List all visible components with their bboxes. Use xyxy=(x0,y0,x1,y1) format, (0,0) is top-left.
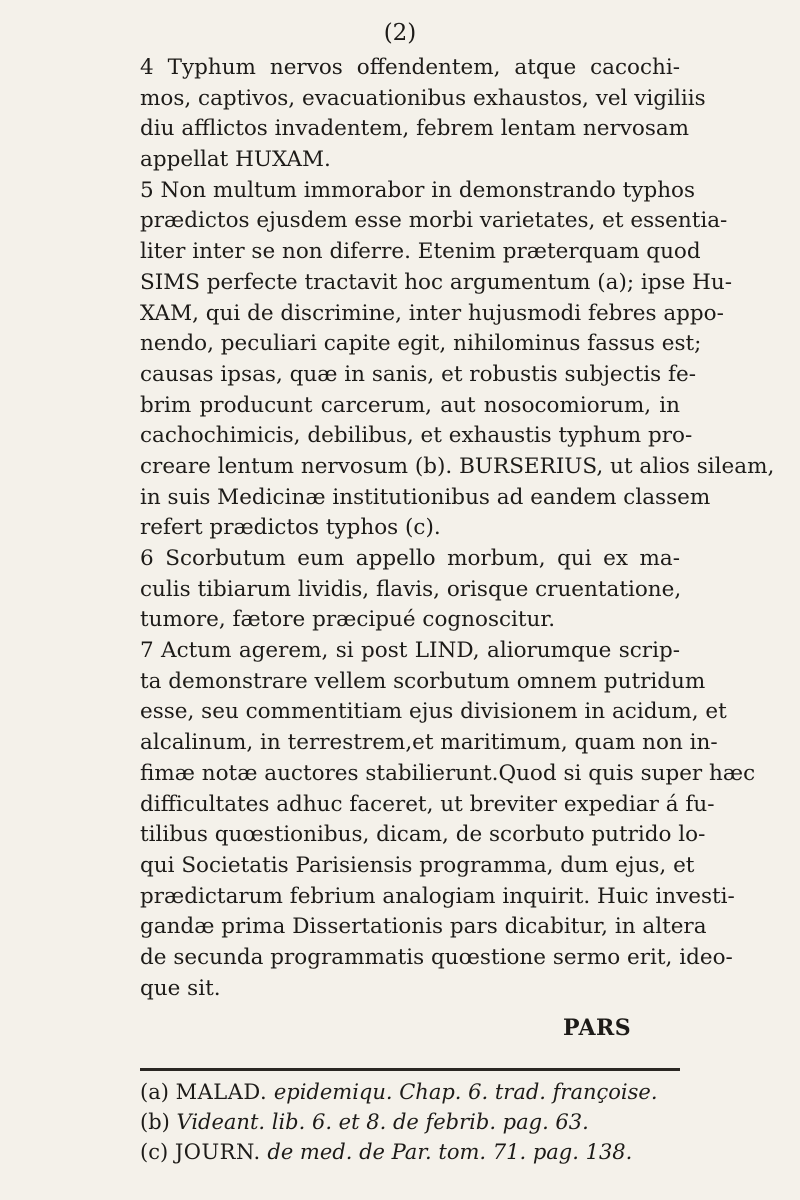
text-line: difficultates adhuc faceret, ut breviter expediar á fu- xyxy=(140,791,715,817)
text-line: in suis Medicinæ institutionibus ad eandem classem xyxy=(140,484,711,510)
text-line: que sit. xyxy=(140,975,221,1001)
catchword: PARS xyxy=(563,1015,632,1041)
text-line: causas ipsas, quæ in sanis, et robustis subjectis fe- xyxy=(140,361,696,387)
text-line: appellat HUXAM. xyxy=(140,147,331,173)
body-text xyxy=(140,53,775,1004)
text-line: 5 Non multum immorabor in demonstrando typhos xyxy=(140,177,696,203)
text-line: ta demonstrare vellem scorbutum omnem putridum xyxy=(140,668,706,694)
text-line: 7 Actum agerem, si post LIND, aliorumque scrip- xyxy=(140,638,680,664)
footnote-mark: (c) xyxy=(140,1140,169,1164)
footnote-text: Videant. lib. 6. et 8. de febrib. pag. 63. xyxy=(176,1110,589,1134)
footnote-b xyxy=(140,1107,700,1137)
text-line: tilibus quœstionibus, dicam, de scorbuto putrido lo- xyxy=(140,822,706,848)
text-line: brim producunt carcerum, aut nosocomiorum, in xyxy=(140,392,680,418)
text-line: SIMS perfecte tractavit hoc argumentum (a); ipse Hu- xyxy=(140,269,733,295)
text-line: fimæ notæ auctores stabilierunt.Quod si quis super hæc xyxy=(140,760,756,786)
text-line: mos, captivos, evacuationibus exhaustos, vel vigiliis xyxy=(140,85,706,111)
footnote-mark: (b) xyxy=(140,1110,170,1134)
footnote-author: JOURN. xyxy=(174,1140,261,1164)
text-line: qui Societatis Parisiensis programma, dum ejus, et xyxy=(140,852,695,878)
text-line: de secunda programmatis quœstione sermo erit, ideo- xyxy=(140,944,733,970)
text-line: creare lentum nervosum (b). BURSERIUS, ut alios sileam, xyxy=(140,453,775,479)
footnote-text: de med. de Par. tom. 71. pag. 138. xyxy=(267,1140,633,1164)
footnote-rule xyxy=(140,1068,680,1071)
text-line: liter inter se non diferre. Etenim præterquam quod xyxy=(140,239,701,265)
footnote-author: MALAD. xyxy=(175,1080,268,1104)
footnotes xyxy=(140,1077,700,1167)
text-line: tumore, fætore præcipué cognoscitur. xyxy=(140,607,556,633)
text-line: prædictarum febrium analogiam inquirit. Huic investi- xyxy=(140,883,735,909)
text-line: refert prædictos typhos (c). xyxy=(140,515,441,541)
text-line: gandæ prima Dissertationis pars dicabitur, in altera xyxy=(140,914,707,940)
text-line: XAM, qui de discrimine, inter hujusmodi febres appo- xyxy=(140,300,724,326)
text-line: 6 Scorbutum eum appello morbum, qui ex ma- xyxy=(140,546,680,571)
text-line: 4 Typhum nervos offendentem, atque cacochi- xyxy=(140,55,680,80)
footnote-a xyxy=(140,1077,700,1107)
text-line: diu afflictos invadentem, febrem lentam nervosam xyxy=(140,116,690,142)
text-line: culis tibiarum lividis, flavis, orisque cruentatione, xyxy=(140,576,682,602)
footnote-c xyxy=(140,1137,700,1167)
text-line: cachochimicis, debilibus, et exhaustis typhum pro- xyxy=(140,423,693,449)
footnote-text: epidemiqu. Chap. 6. trad. françoise. xyxy=(273,1080,658,1104)
page-number: (2) xyxy=(383,20,417,46)
footnote-mark: (a) xyxy=(140,1080,169,1104)
text-line: nendo, peculiari capite egit, nihilominus fassus est; xyxy=(140,331,702,357)
text-line: prædictos ejusdem esse morbi varietates, et essentia- xyxy=(140,208,728,234)
text-line: esse, seu commentitiam ejus divisionem in acidum, et xyxy=(140,699,727,725)
text-line: alcalinum, in terrestrem,et maritimum, quam non in- xyxy=(140,730,718,756)
